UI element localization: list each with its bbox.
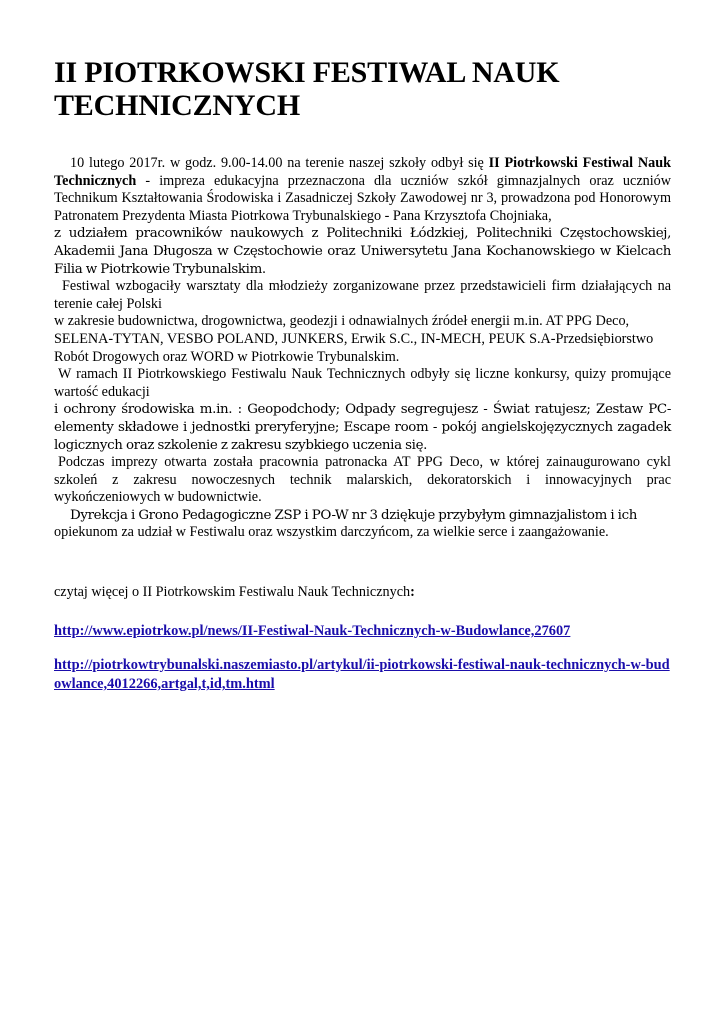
article-body xyxy=(54,155,671,542)
paragraph-4-lead: Podczas imprezy otwarta została pracownia patronacka AT PPG Deco, w której zainaugurowano cykl szkoleń z zakresu nowoczesnych technik malarskich, dekoratorskich i innowacyjnych prac wykończeniowych w budownictwie. xyxy=(54,454,671,506)
paragraph-3-line-b: i ochrony środowiska m.in. : Geopodchody; Odpady segregujesz - Świat ratujesz; Zestaw PC-elementy składowe i jednostki preryferyjne; Escape room - pokój angielskojęzycznych zagadek logicznych oraz szkolenie z zakresu szybkiego uczenia się. xyxy=(54,402,671,453)
paragraph-1-rest: - impreza edukacyjna przeznaczona dla uczniów szkół gimnazjalnych oraz uczniów Technikum Kształtowania Środowiska i Zasadniczej Szkoły Zawodowej nr 3, prowadzona pod Honorowym Patronatem Prezydenta Miasta Piotrkowa Trybunalskiego - Pana Krzysztofa Chojniaka, xyxy=(54,172,671,224)
paragraph-3-line-a: W ramach II Piotrkowskiego Festiwalu Nauk Technicznych odbyły się liczne konkursy, quizy promujące wartość edukacji xyxy=(54,366,671,400)
paragraph-5-line-a: Dyrekcja i Grono Pedagogiczne ZSP i PO-W nr 3 dziękuje przybyłym gimnazjalistom i ich xyxy=(70,507,638,523)
page-title: II PIOTRKOWSKI FESTIWAL NAUK TECHNICZNYCH xyxy=(54,56,560,122)
festival-name-bold: II Piotrkowski Festiwal Nauk Technicznych xyxy=(54,155,671,189)
paragraph-5-line-b: opiekunom za udział w Festiwalu oraz wszystkim darczyńcom, za wielkie serce i zaangażowanie. xyxy=(54,524,609,541)
read-more-label: czytaj więcej o II Piotrkowskim Festiwalu Nauk Technicznych: xyxy=(54,584,415,600)
paragraph-2-line-a: Festiwal wzbogaciły warsztaty dla młodzieży zorganizowane przez przedstawicieli firm działających na terenie całej Polski xyxy=(54,278,671,312)
link-naszemiasto[interactable] xyxy=(54,656,671,694)
paragraph-2 xyxy=(54,278,671,366)
paragraph-1 xyxy=(54,155,671,278)
paragraph-2-line-b: w zakresie budownictwa, drogownictwa, geodezji i odnawialnych źródeł energii m.in. AT PPG Deco, SELENA-TYTAN, VESBO POLAND, JUNKERS, Erwik S.C., IN-MECH, PEUK S.A-Przedsiębiorstwo Robót Drogowych oraz WORD w Piotrkowie Trybunalskim. xyxy=(54,313,654,365)
paragraph-1-intro: 10 lutego 2017r. w godz. 9.00-14.00 na terenie naszej szkoły odbył się xyxy=(70,155,489,171)
link-epiotrkow[interactable] xyxy=(54,622,671,641)
paragraph-3 xyxy=(54,366,671,401)
paragraph-1-cont: z udziałem pracowników naukowych z Politechniki Łódzkiej, Politechniki Częstochowskiej, Akademii Jana Długosza w Częstochowie oraz Uniwersytetu Jana Kochanowskiego w Kielcach Filia w Piotrkowie Trybunalskim. xyxy=(54,226,671,277)
link-naszemiasto-text[interactable]: http://piotrkowtrybunalski.naszemiasto.pl/artykul/ii-piotrkowski-festiwal-nauk-technicznych-w-budowlance,4012266,artgal,t,id,tm.html xyxy=(54,657,670,692)
link-epiotrkow-text[interactable]: http://www.epiotrkow.pl/news/II-Festiwal-Nauk-Technicznych-w-Budowlance,27607 xyxy=(54,623,571,639)
